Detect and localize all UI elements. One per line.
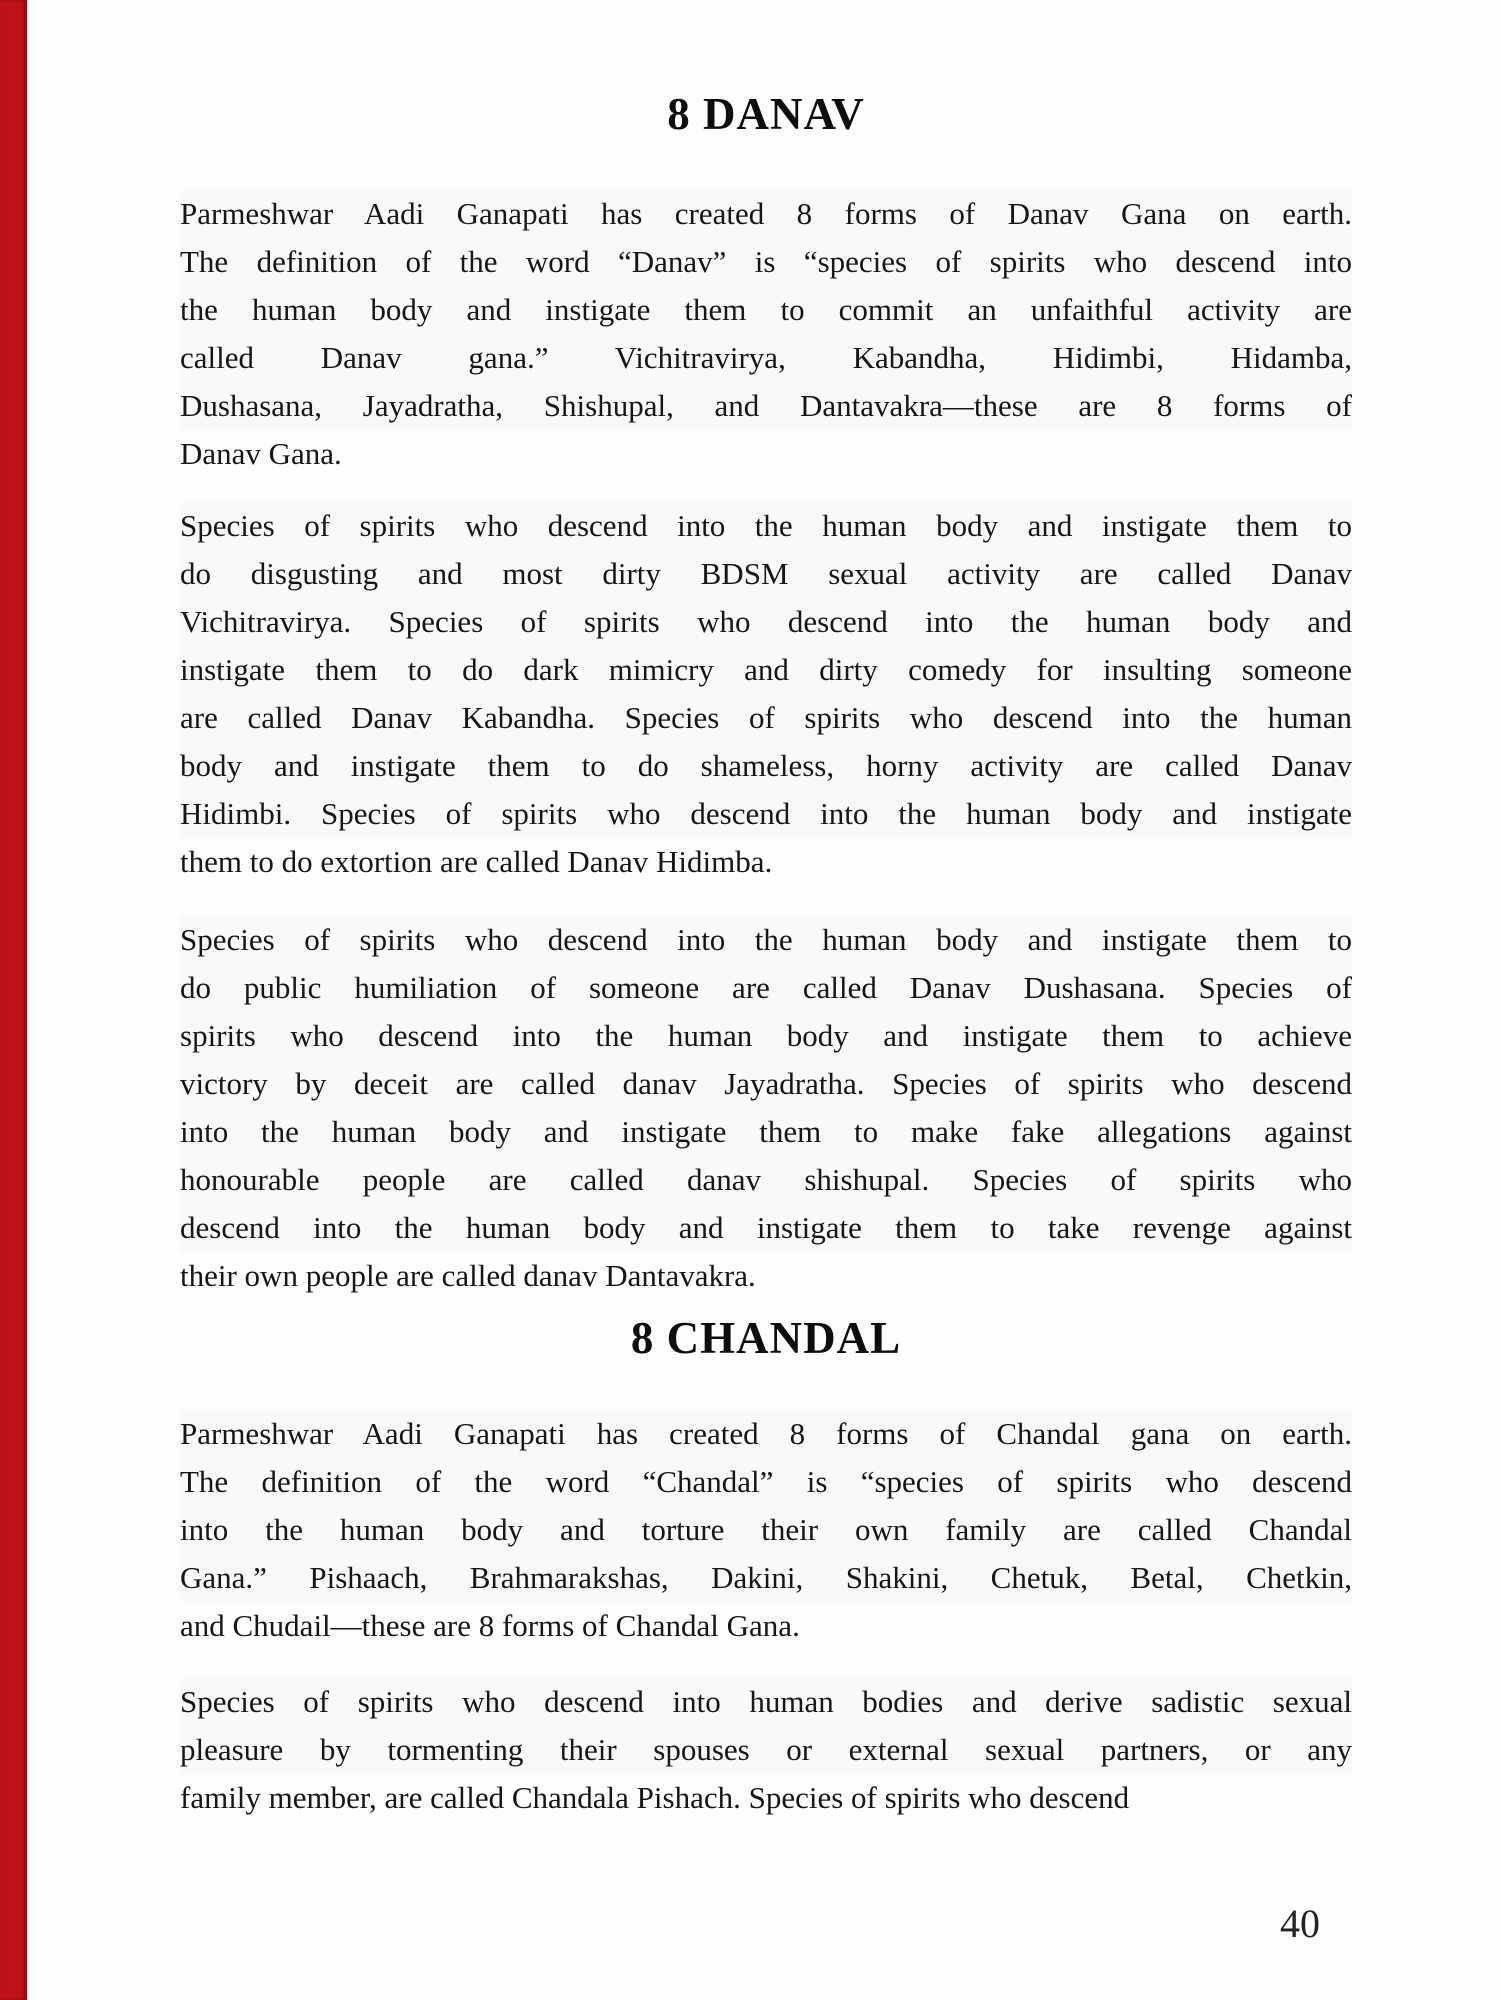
paragraph-chandal-intro	[180, 1410, 1352, 1650]
red-edge-band	[0, 0, 27, 2000]
section-heading-chandal: 8 CHANDAL	[630, 1313, 902, 1363]
text-line: spirits who descend into the human body and instigate them to achieve	[180, 1012, 1352, 1060]
text-line: do disgusting and most dirty BDSM sexual activity are called Danav	[180, 550, 1352, 598]
text-line: family member, are called Chandala Pishach. Species of spirits who descend	[180, 1780, 1130, 1815]
paragraph-danav-intro	[180, 190, 1352, 478]
page-number: 40	[1280, 1901, 1320, 1946]
text-line: Danav Gana.	[180, 436, 342, 471]
text-line: instigate them to do dark mimicry and dirty comedy for insulting someone	[180, 646, 1352, 694]
text-line: pleasure by tormenting their spouses or external sexual partners, or any	[180, 1726, 1352, 1774]
text-line: The definition of the word “Danav” is “species of spirits who descend into	[180, 238, 1352, 286]
text-line: their own people are called danav Dantavakra.	[180, 1258, 756, 1293]
text-line: Gana.” Pishaach, Brahmarakshas, Dakini, Shakini, Chetuk, Betal, Chetkin,	[180, 1554, 1352, 1602]
text-line: Hidimbi. Species of spirits who descend into the human body and instigate	[180, 790, 1352, 838]
text-line: Parmeshwar Aadi Ganapati has created 8 forms of Chandal gana on earth.	[180, 1410, 1352, 1458]
text-line: honourable people are called danav shishupal. Species of spirits who	[180, 1156, 1352, 1204]
text-line: and Chudail—these are 8 forms of Chandal Gana.	[180, 1608, 800, 1643]
text-line: into the human body and instigate them to make fake allegations against	[180, 1108, 1352, 1156]
text-line: Parmeshwar Aadi Ganapati has created 8 forms of Danav Gana on earth.	[180, 190, 1352, 238]
text-line: The definition of the word “Chandal” is “species of spirits who descend	[180, 1458, 1352, 1506]
text-line: descend into the human body and instigate them to take revenge against	[180, 1204, 1352, 1252]
text-line: into the human body and torture their own family are called Chandal	[180, 1506, 1352, 1554]
text-line: Dushasana, Jayadratha, Shishupal, and Dantavakra—these are 8 forms of	[180, 382, 1352, 430]
text-line: do public humiliation of someone are called Danav Dushasana. Species of	[180, 964, 1352, 1012]
text-line: Species of spirits who descend into the human body and instigate them to	[180, 916, 1352, 964]
text-line: Species of spirits who descend into the human body and instigate them to	[180, 502, 1352, 550]
paragraph-danav-forms-1	[180, 502, 1352, 886]
paragraph-chandal-forms	[180, 1678, 1352, 1822]
section-heading-danav: 8 DANAV	[667, 89, 865, 139]
text-line: called Danav gana.” Vichitravirya, Kabandha, Hidimbi, Hidamba,	[180, 334, 1352, 382]
text-line: the human body and instigate them to commit an unfaithful activity are	[180, 286, 1352, 334]
text-line: Vichitravirya. Species of spirits who descend into the human body and	[180, 598, 1352, 646]
paragraph-danav-forms-2	[180, 916, 1352, 1300]
text-line: them to do extortion are called Danav Hidimba.	[180, 844, 773, 879]
text-line: body and instigate them to do shameless, horny activity are called Danav	[180, 742, 1352, 790]
text-line: victory by deceit are called danav Jayadratha. Species of spirits who descend	[180, 1060, 1352, 1108]
text-line: are called Danav Kabandha. Species of spirits who descend into the human	[180, 694, 1352, 742]
text-line: Species of spirits who descend into human bodies and derive sadistic sexual	[180, 1678, 1352, 1726]
